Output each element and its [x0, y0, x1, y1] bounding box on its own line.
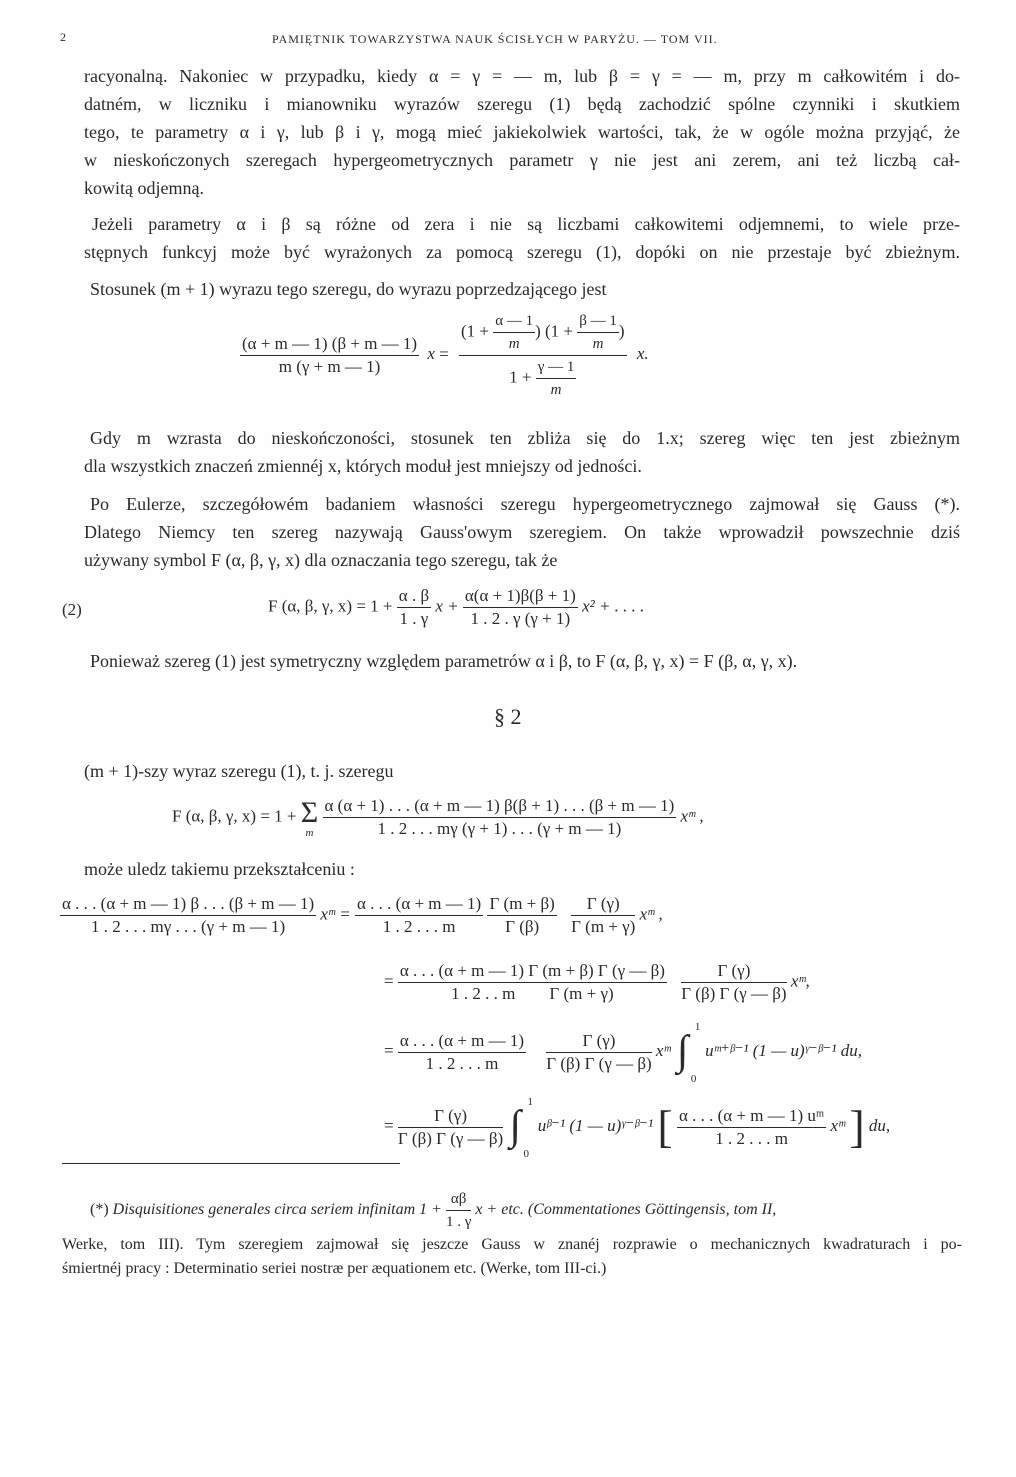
- sigma-subscript: m: [305, 826, 314, 839]
- fraction-denominator: 1 . 2 . . . m: [382, 917, 456, 936]
- fraction: [463, 585, 578, 630]
- text-line: stępnych funkcyj może być wyrażonych za pomocą szeregu (1), dopóki on nie przestaje być zbieżnym.: [84, 242, 960, 262]
- running-title: PAMIĘTNIK TOWARZYSTWA NAUK ŚCISŁYCH W PARYŻU. — TOM VII.: [272, 32, 718, 46]
- equation-2: [268, 585, 644, 630]
- inner-fraction: [577, 310, 619, 355]
- fraction: [446, 1188, 471, 1233]
- fraction-numerator: α . . . (α + m — 1) uᵐ: [677, 1105, 826, 1128]
- fraction-denominator: m: [508, 336, 520, 352]
- page-number: 2: [60, 30, 67, 44]
- ratio-right-fraction: [459, 310, 627, 401]
- fraction-denominator: [459, 356, 627, 401]
- equation-tail: xᵐ ,: [680, 806, 704, 826]
- equals-sign: =: [384, 971, 394, 991]
- text-line: dla wszystkich znaczeń zmiennéj x, których moduł jest mniejszy od jedności.: [84, 456, 642, 476]
- fraction-denominator: 1 . 2 . . . m: [715, 1128, 788, 1148]
- fraction: [323, 795, 677, 840]
- term: xᵐ: [655, 1040, 671, 1060]
- derivation-line-3: [384, 1021, 863, 1085]
- text-line: używany symbol F (α, β, γ, x) dla oznaczania tego szeregu, tak że: [84, 550, 558, 570]
- fraction-denominator: 1 . γ: [445, 1214, 472, 1230]
- fraction-denominator: 1 . 2 . γ (γ + 1): [470, 609, 571, 628]
- equation-tail: xᵐ ,: [639, 904, 663, 924]
- text-line: Jeżeli parametry α i β są różne od zera i nie są liczbami całkowitemi odjemnemi, to wiele prze-: [92, 214, 960, 234]
- equation-label: (2): [62, 600, 82, 619]
- text-line: Gdy m wzrasta do nieskończoności, stosunek ten zbliża się do 1.x; szereg więc ten jest zbieżnym: [90, 428, 960, 448]
- equation-3: [172, 795, 704, 840]
- derivation-line-4: [384, 1096, 891, 1160]
- paragraph-6: Ponieważ szereg (1) jest symetryczny względem parametrów α i β, to F (α, β, γ, x) = F (β, α, γ, x).: [90, 651, 798, 671]
- integrand: uᵝ⁻¹ (1 — u)ᵞ⁻ᵝ⁻¹: [537, 1115, 654, 1135]
- section-heading: § 2: [494, 704, 522, 729]
- fraction-numerator: Γ (γ): [681, 960, 786, 983]
- fraction-denominator: 1 . 2 . . . mγ (γ + 1) . . . (γ + m — 1): [377, 819, 622, 838]
- fraction: [487, 893, 556, 938]
- fraction: [677, 1105, 826, 1150]
- fraction: [355, 893, 483, 938]
- paragraph-5: [84, 490, 960, 574]
- fraction-numerator: αβ: [446, 1188, 471, 1211]
- fraction: [398, 960, 667, 1005]
- fraction-numerator: Γ (γ): [398, 1105, 503, 1128]
- fraction: [398, 1030, 526, 1075]
- equation-lhs: F (α, β, γ, x) = 1 +: [268, 596, 393, 616]
- footnote-line: śmiertnéj pracy : Determinatio seriei nostræ per æquationem etc. (Werke, tom III-ci.): [62, 1260, 607, 1277]
- paragraph-1: [84, 62, 960, 202]
- term: xᵐ: [830, 1115, 846, 1135]
- sigma-glyph: Σ: [300, 795, 319, 829]
- term: 1 +: [550, 321, 574, 341]
- fraction: [571, 893, 635, 938]
- text-line: w nieskończonych szeregach hypergeometrycznych parametr γ nie jest ani zerem, ani też liczbą cał-: [84, 150, 960, 170]
- inner-fraction: [536, 356, 577, 401]
- inner-fraction: [493, 310, 535, 355]
- fraction-denominator: Γ (β) Γ (γ — β): [681, 984, 787, 1003]
- equals-sign: =: [384, 1115, 394, 1135]
- equation-lhs: F (α, β, γ, x) = 1 +: [172, 806, 297, 826]
- equation-tail: du,: [868, 1115, 891, 1135]
- fraction-denominator: 1 . 2 . . . mγ . . . (γ + m — 1): [91, 917, 286, 936]
- footnote-text: Disquisitiones generales circa seriem infinitam 1 +: [112, 1201, 442, 1219]
- fraction-numerator: Γ (m + β): [487, 893, 556, 916]
- fraction-denominator: 1 . 2 . . m Γ (m + γ): [451, 984, 614, 1003]
- fraction-denominator: 1 . γ: [399, 609, 429, 628]
- footnote-line: [62, 1188, 962, 1233]
- fraction-numerator: α . . . (α + m — 1): [355, 893, 483, 916]
- term: x +: [435, 596, 459, 616]
- fraction: [398, 1105, 503, 1150]
- integral-upper-limit: 1: [694, 1021, 701, 1033]
- footnote: [62, 1188, 962, 1281]
- term: 1 +: [466, 321, 489, 341]
- fraction-numerator: α . . . (α + m — 1): [398, 1030, 526, 1053]
- integral-lower-limit: 0: [690, 1073, 697, 1085]
- fraction-numerator: α(α + 1)β(β + 1): [463, 585, 578, 608]
- equals-sign: =: [384, 1040, 394, 1060]
- fraction-numerator: γ — 1: [536, 356, 577, 379]
- integral-lower-limit: 0: [523, 1148, 529, 1160]
- fraction: [546, 1030, 651, 1075]
- fraction-denominator: Γ (m + γ): [571, 917, 636, 936]
- fraction: [60, 893, 316, 938]
- fraction-numerator: α . . . (α + m — 1) β . . . (β + m — 1): [60, 893, 316, 916]
- text-line: Dlatego Niemcy ten szereg nazywają Gauss'owym szeregiem. On także wprowadził powszechnie dziś: [84, 522, 960, 542]
- integrand: uᵐ⁺ᵝ⁻¹ (1 — u)ᵞ⁻ᵝ⁻¹ du,: [705, 1040, 863, 1060]
- term: 1 +: [509, 367, 532, 387]
- derivation-line-1: [60, 893, 663, 938]
- fraction-denominator: m: [550, 382, 562, 398]
- sigma-symbol: [300, 795, 319, 839]
- fraction-numerator: (α + m — 1) (β + m — 1): [240, 333, 419, 356]
- fraction-denominator: Γ (β) Γ (γ — β): [397, 1128, 504, 1148]
- var-x: x: [427, 344, 435, 364]
- ratio-equation: [240, 310, 649, 401]
- fraction-numerator: α — 1: [493, 310, 535, 333]
- text-line: datném, w liczniku i mianowniku wyrazów szeregu (1) będą zachodzić spólne czynniki i skutkiem: [84, 94, 960, 114]
- fraction-denominator: Γ (β) Γ (γ — β): [546, 1053, 652, 1073]
- fraction: [681, 960, 786, 1005]
- fraction-numerator: Γ (γ): [571, 893, 635, 916]
- fraction-numerator: α . . . (α + m — 1) Γ (m + β) Γ (γ — β): [398, 960, 667, 983]
- equals-sign: =: [439, 344, 449, 364]
- equation-tail: x.: [636, 344, 649, 364]
- term: xᵐ =: [320, 904, 351, 924]
- right-bracket: ]: [849, 1101, 865, 1152]
- paragraph-3: Stosunek (m + 1) wyrazu tego szeregu, do wyrazu poprzedzającego jest: [90, 279, 607, 299]
- text-line: Po Eulerze, szczegółowém badaniem własności szeregu hypergeometrycznego zajmował się Gauss (*).: [90, 494, 960, 514]
- fraction-denominator: Γ (β): [505, 917, 540, 936]
- fraction-numerator: α . β: [397, 585, 431, 608]
- paragraph-4: [84, 424, 960, 480]
- fraction-numerator: α (α + 1) . . . (α + m — 1) β(β + 1) . . . (β + m — 1): [323, 795, 677, 818]
- text-line: tego, te parametry α i γ, lub β i γ, mogą mieć jakiekolwiek wartości, tak, że w ogóle można przyjąć, że: [84, 122, 960, 142]
- integral-sign: ∫ 1 0: [509, 1096, 533, 1160]
- fraction-numerator: (1 + $\frac{\alpha — 1}{m}$ ) (1 + $\frac{\beta — 1}{m}$ ): [459, 310, 627, 356]
- integral-sign: ∫ 1 0: [676, 1021, 701, 1085]
- fraction-denominator: m (γ + m — 1): [278, 357, 381, 376]
- text-line: racyonalną. Nakoniec w przypadku, kiedy α = γ = — m, lub β = γ = — m, przy m całkowitém i do-: [84, 66, 960, 86]
- fraction-numerator: Γ (γ): [546, 1030, 651, 1053]
- footnote-text: x + etc. (Commentationes Göttingensis, tom II,: [475, 1201, 777, 1219]
- footnote-line: Werke, tom III). Tym szeregiem zajmował się jeszcze Gauss w znanéj rozprawie o mechanicznych kwadraturach i po-: [62, 1236, 962, 1253]
- paragraph-7: (m + 1)-szy wyraz szeregu (1), t. j. szeregu: [84, 761, 394, 781]
- fraction: [397, 585, 431, 630]
- paragraph-2: [84, 210, 960, 266]
- fraction-denominator: 1 . 2 . . . m: [425, 1053, 499, 1073]
- ratio-left-fraction: [240, 333, 419, 378]
- left-bracket: [: [657, 1101, 673, 1152]
- derivation-line-2: [384, 960, 810, 1005]
- footnote-rule: [62, 1163, 400, 1164]
- text-line: kowitą odjemną.: [84, 178, 204, 198]
- footnote-mark: (*): [90, 1201, 109, 1219]
- integral-upper-limit: 1: [527, 1096, 533, 1108]
- equation-tail: xᵐ,: [790, 971, 810, 991]
- equation-tail: x² + . . . .: [582, 596, 645, 616]
- fraction-denominator: m: [592, 336, 604, 352]
- fraction-numerator: β — 1: [577, 310, 619, 333]
- paragraph-8: może uledz takiemu przekształceniu :: [84, 859, 355, 879]
